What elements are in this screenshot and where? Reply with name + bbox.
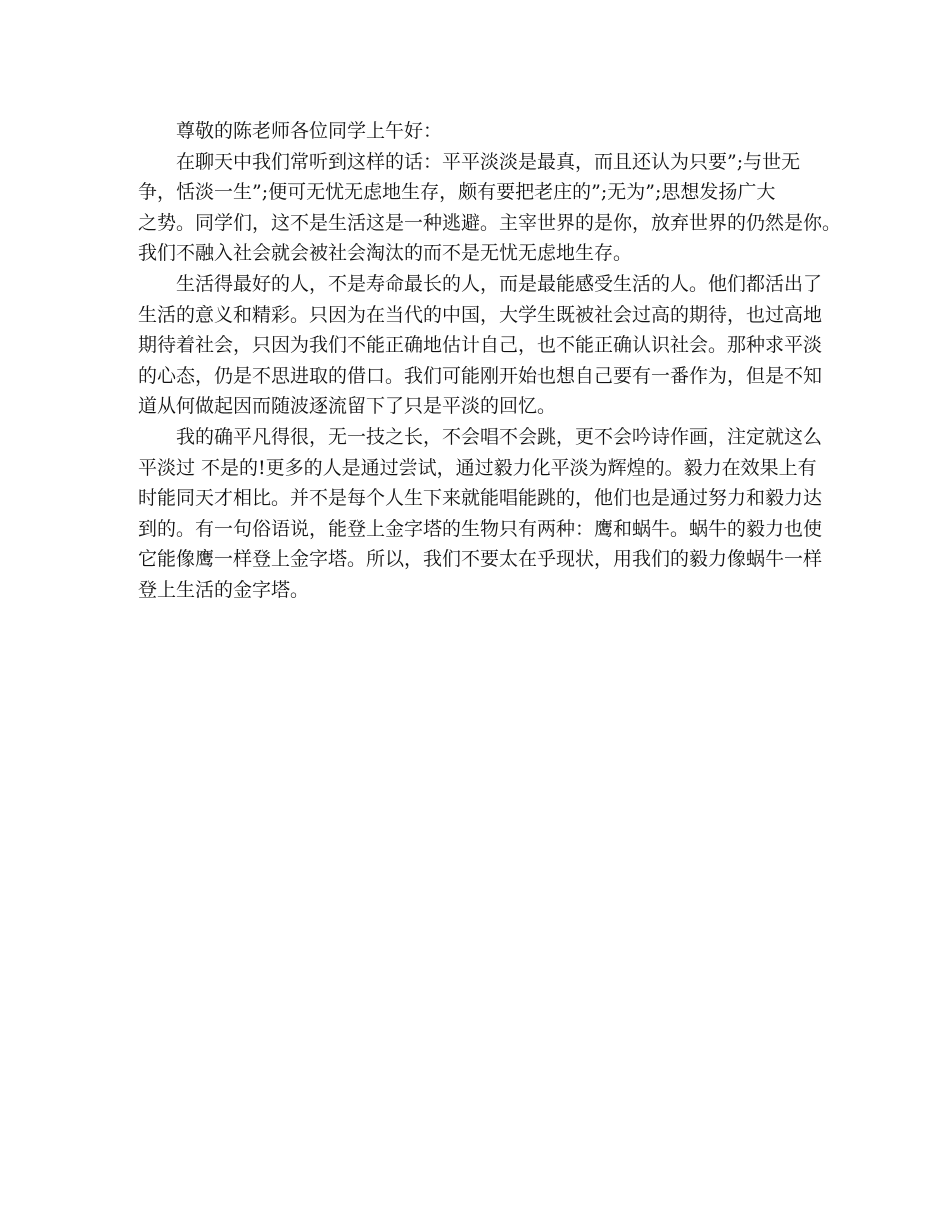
text-line: 之势。同学们，这不是生活这是一种逃避。主宰世界的是你，放弃世界的仍然是你。 (138, 211, 842, 234)
text-line: 登上生活的金字塔。 (138, 578, 310, 601)
text-line: 尊敬的陈老师各位同学上午好： (176, 120, 443, 142)
text-line: 时能同天才相比。并不是每个人生下来就能唱能跳的，他们也是通过努力和毅力达 (138, 487, 823, 510)
text-line: 道从何做起因而随波逐流留下了只是平淡的回忆。 (138, 395, 557, 418)
paragraph-2 (138, 269, 838, 422)
text-line: 争，恬淡一生”;便可无忧无虑地生存，颇有要把老庄的”;无为”;思想发扬广大 (138, 181, 776, 204)
text-line: 在聊天中我们常听到这样的话：平平淡淡是最真，而且还认为只要”;与世无 (176, 150, 801, 173)
text-line: 它能像鹰一样登上金字塔。所以，我们不要太在乎现状，用我们的毅力像蜗牛一样 (138, 548, 823, 571)
text-line: 期待着社会，只因为我们不能正确地估计自己，也不能正确认识社会。那种求平淡 (138, 334, 823, 357)
document-body (138, 116, 842, 606)
text-line: 的心态，仍是不思进取的借口。我们可能刚开始也想自己要有一番作为，但是不知 (138, 364, 823, 387)
paragraph-1 (138, 147, 842, 269)
text-line: 我的确平凡得很，无一技之长，不会唱不会跳，更不会吟诗作画，注定就这么 (176, 425, 823, 448)
text-line: 生活的意义和精彩。只因为在当代的中国，大学生既被社会过高的期待，也过高地 (138, 303, 823, 326)
text-line: 我们不融入社会就会被社会淘汰的而不是无忧无虑地生存。 (138, 242, 633, 265)
text-line: 生活得最好的人，不是寿命最长的人，而是最能感受生活的人。他们都活出了 (176, 272, 823, 295)
paragraph-greeting (138, 116, 838, 147)
text-line: 平淡过 不是的!更多的人是通过尝试，通过毅力化平淡为辉煌的。毅力在效果上有 (138, 456, 817, 479)
text-line: 到的。有一句俗语说，能登上金字塔的生物只有两种：鹰和蜗牛。蜗牛的毅力也使 (138, 517, 823, 540)
paragraph-3 (138, 422, 838, 606)
